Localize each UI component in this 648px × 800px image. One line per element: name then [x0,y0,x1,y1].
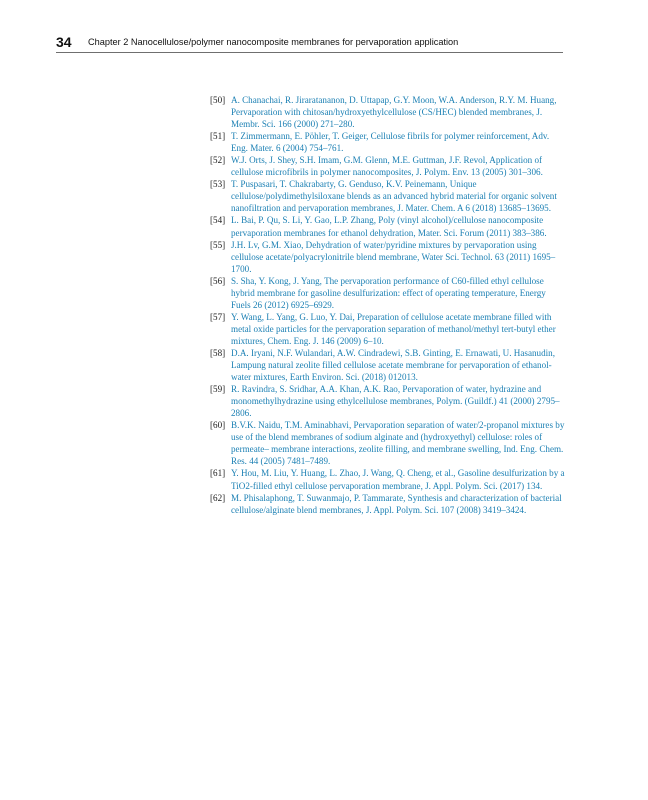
reference-number: [59] [210,384,226,395]
reference-text[interactable]: B.V.K. Naidu, T.M. Aminabhavi, Pervaporation separation of water/2-propanol mixtures by use of the blend membranes of sodium alginate and (hydroxyethyl) cellulose: roles of permeate– membrane interactions, zeolite filling, and membrane swelling, Ind. Eng. Chem. Res. 44 (2005) 7481–7489. [231,420,565,467]
reference-item [210,94,566,130]
reference-number: [52] [210,155,226,166]
reference-item [210,347,566,383]
reference-item [210,154,566,178]
reference-text[interactable]: Y. Wang, L. Yang, G. Luo, Y. Dai, Preparation of cellulose acetate membrane filled with metal oxide particles for the pervaporation separation of methanol/methyl tert-butyl ether mixtures, Chem. Eng. J. 146 (2009) 6–10. [231,311,556,346]
reference-number: [53] [210,179,226,190]
reference-number: [55] [210,239,226,250]
reference-number: [60] [210,420,226,431]
reference-text[interactable]: T. Puspasari, T. Chakrabarty, G. Genduso, K.V. Peinemann, Unique cellulose/polydimethylsiloxane blends as an advanced hybrid material for organic solvent nanofiltration and pervaporation membranes, J. Mater. Chem. A 6 (2018) 13685–13695. [231,179,557,214]
reference-number: [50] [210,95,226,105]
reference-text[interactable]: J.H. Lv, G.M. Xiao, Dehydration of water/pyridine mixtures by pervaporation using cellulose acetate/polyacrylonitrile blend membrane, Water Sci. Technol. 63 (2011) 1695–1700. [231,239,556,274]
reference-text[interactable]: M. Phisalaphong, T. Suwanmajo, P. Tammarate, Synthesis and characterization of bacterial cellulose/alginate blend membranes, J. Appl. Polym. Sci. 107 (2008) 3419–3424. [231,492,562,515]
reference-text[interactable]: S. Sha, Y. Kong, J. Yang, The pervaporation performance of C60-filled ethyl cellulose hybrid membrane for gasoline desulfurization: effect of operating temperature, Energy Fuels 26 (2012) 6925–6929. [231,275,546,310]
reference-text[interactable]: W.J. Orts, J. Shey, S.H. Imam, G.M. Glenn, M.E. Guttman, J.F. Revol, Application of cellulose microfibrils in polymer nanocomposites, J. Polym. Env. 13 (2005) 301–306. [231,155,543,178]
reference-item [210,492,566,516]
reference-item [210,275,566,311]
reference-number: [56] [210,275,226,286]
reference-text[interactable]: A. Chanachai, R. Jiraratananon, D. Uttapap, G.Y. Moon, W.A. Anderson, R.Y. M. Huang, Pervaporation with chitosan/hydroxyethylcellulose (CS/HEC) blended membranes, J. Membr. Sci. 166 (2000) 271–280. [231,95,557,130]
reference-text[interactable]: T. Zimmermann, E. Pöhler, T. Geiger, Cellulose fibrils for polymer reinforcement, Adv. Eng. Mater. 6 (2004) 754–761. [231,131,550,154]
reference-item [210,383,566,419]
page-number: 34 [56,34,72,50]
reference-item [210,239,566,275]
reference-text[interactable]: D.A. Iryani, N.F. Wulandari, A.W. Cindradewi, S.B. Ginting, E. Ernawati, U. Hasanudin, Lampung natural zeolite filled cellulose acetate membrane for pervaporation of ethanol-water mixtures, Earth Environ. Sci. (2018) 012013. [231,347,555,383]
reference-number: [54] [210,215,226,226]
reference-number: [62] [210,492,226,503]
reference-number: [61] [210,468,226,479]
reference-item [210,311,566,347]
reference-text[interactable]: R. Ravindra, S. Sridhar, A.A. Khan, A.K. Rao, Pervaporation of water, hydrazine and monomethylhydrazine using ethylcellulose membranes, Polym. (Guildf.) 41 (2000) 2795–2806. [231,384,560,419]
reference-number: [57] [210,311,226,322]
reference-number: [58] [210,347,226,358]
reference-text[interactable]: Y. Hou, M. Liu, Y. Huang, L. Zhao, J. Wang, Q. Cheng, et al., Gasoline desulfurization by a TiO2-filled ethyl cellulose pervaporation membrane, J. Appl. Polym. Sci. (2017) 134. [231,468,565,491]
reference-item [210,178,566,214]
reference-item [210,419,566,467]
reference-number: [51] [210,131,226,142]
reference-item [210,214,566,238]
page-header [56,34,563,53]
reference-item [210,467,566,491]
running-head: Chapter 2 Nanocellulose/polymer nanocomposite membranes for pervaporation application [88,37,459,47]
reference-list [210,94,566,516]
reference-item [210,130,566,154]
reference-text[interactable]: L. Bai, P. Qu, S. Li, Y. Gao, L.P. Zhang, Poly (vinyl alcohol)/cellulose nanocomposite pervaporation membranes for ethanol dehydration, Mater. Sci. Forum (2011) 383–386. [231,215,547,238]
